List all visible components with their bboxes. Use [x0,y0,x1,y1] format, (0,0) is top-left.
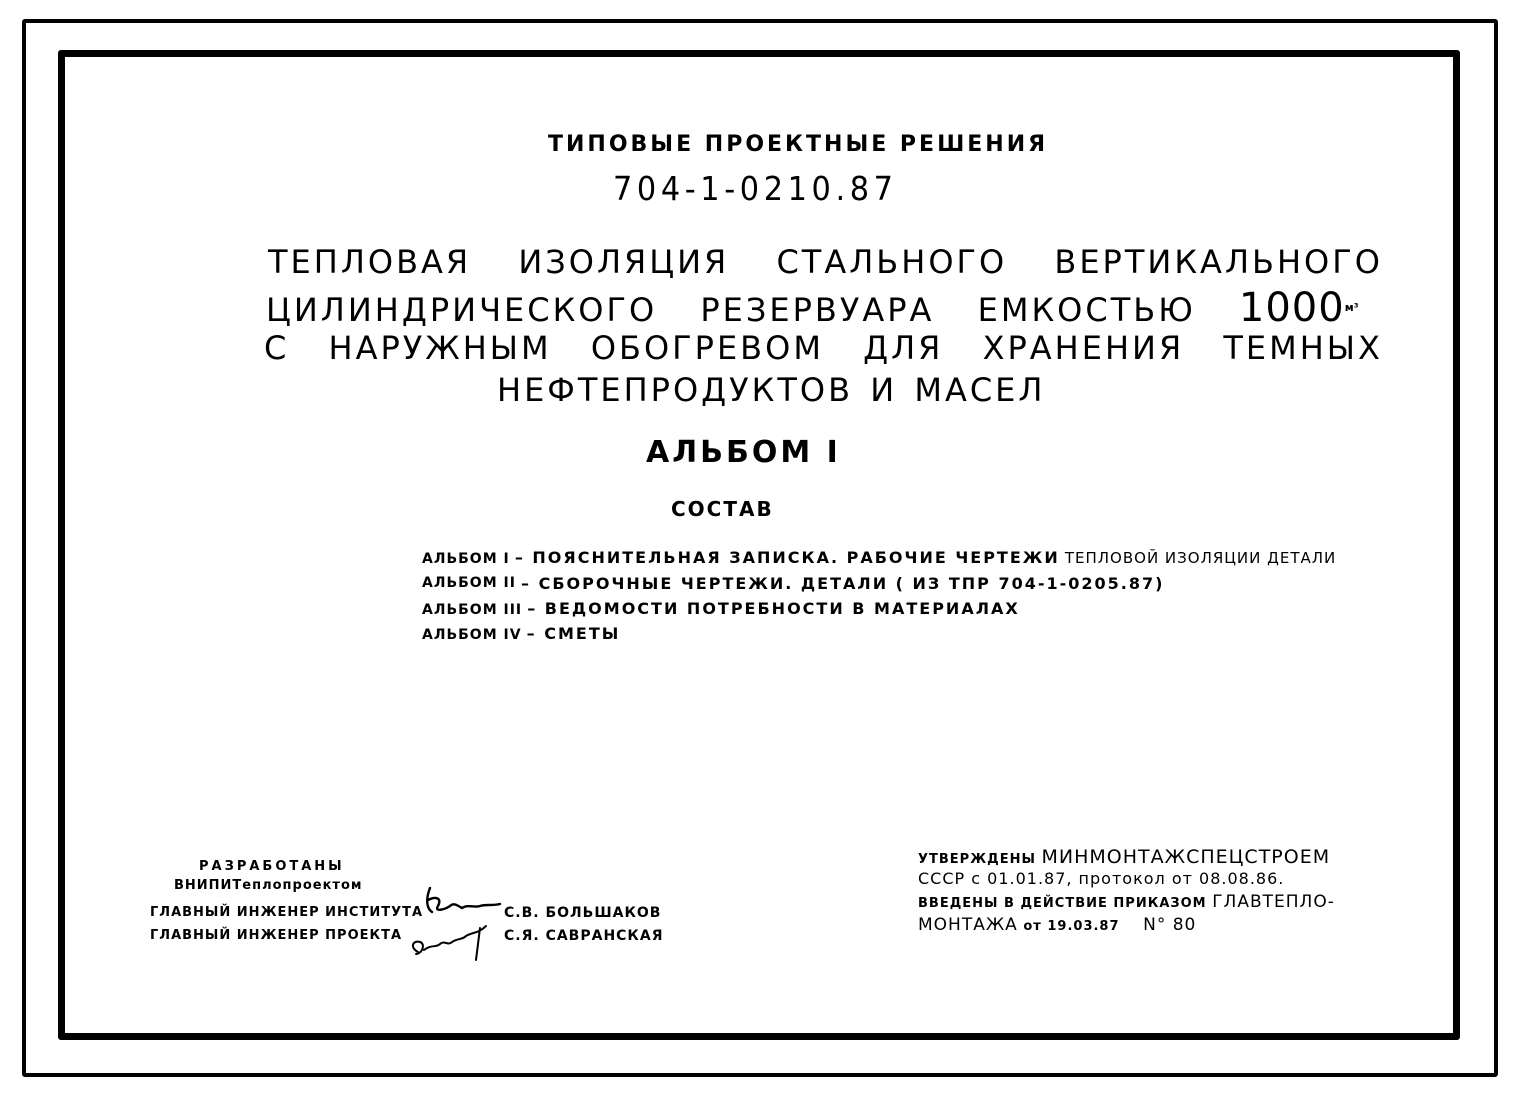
approval-line-2 [918,869,1335,892]
albums-list [422,548,1336,644]
enacted-number: N° 80 [1143,915,1197,935]
project-code: 704-1-0210.87 [613,169,898,208]
chief-engineer-institute-name: С.В. БОЛЬШАКОВ [504,905,662,921]
approved-label: УТВЕРЖДЕНЫ [918,852,1036,867]
tank-volume: 1000 [1238,285,1345,331]
approval-line-3 [918,892,1335,915]
album-description: – ПОЯСНИТЕЛЬНАЯ ЗАПИСКА. РАБОЧИЕ ЧЕРТЕЖИ [514,548,1060,567]
album-item-4 [422,624,1336,648]
album-item-1 [422,548,1336,572]
album-label: АЛЬБОМ III [422,602,523,618]
approval-line-4 [918,915,1335,938]
enacted-by-part1: ГЛАВТЕПЛО- [1212,892,1335,912]
album-description: – ВЕДОМОСТИ ПОТРЕБНОСТИ В МАТЕРИАЛАХ [527,599,1020,618]
enacted-date: от 19.03.87 [1023,919,1120,934]
tank-volume-unit: м³ [1344,301,1359,314]
series-heading: ТИПОВЫЕ ПРОЕКТНЫЕ РЕШЕНИЯ [548,132,1049,157]
album-description-extra: ТЕПЛОВОЙ ИЗОЛЯЦИИ ДЕТАЛИ [1064,549,1337,567]
title-line-4: НЕФТЕПРОДУКТОВ И МАСЕЛ [497,371,1046,409]
album-item-2 [422,572,1336,596]
contents-heading: СОСТАВ [671,497,774,521]
album-label: АЛЬБОМ IV [422,627,522,643]
album-item-3 [422,599,1336,623]
chief-engineer-institute-label: ГЛАВНЫЙ ИНЖЕНЕР ИНСТИТУТА [150,905,424,920]
developer-organization: ВНИПИТеплопроектом [174,878,363,893]
signature-savranskaya [406,918,490,964]
chief-engineer-project-label: ГЛАВНЫЙ ИНЖЕНЕР ПРОЕКТА [150,928,403,943]
title-line-2 [266,285,1359,331]
album-description: – СБОРОЧНЫЕ ЧЕРТЕЖИ. ДЕТАЛИ ( ИЗ ТПР 704-1-0205.87) [521,574,1165,593]
album-label: АЛЬБОМ II [422,575,516,591]
approval-block [918,846,1335,938]
album-title: АЛЬБОМ I [646,435,841,470]
title-line-1: ТЕПЛОВАЯ ИЗОЛЯЦИЯ СТАЛЬНОГО ВЕРТИКАЛЬНОГО [268,243,1383,281]
approval-line-1 [918,846,1335,869]
enacted-label: ВВЕДЕНЫ В ДЕЙСТВИЕ ПРИКАЗОМ [918,896,1207,911]
approval-date-protocol: СССР с 01.01.87, протокол от 08.08.86. [918,869,1285,888]
album-label: АЛЬБОМ I [422,551,510,567]
title-line-3: С НАРУЖНЫМ ОБОГРЕВОМ ДЛЯ ХРАНЕНИЯ ТЕМНЫХ [264,329,1383,367]
chief-engineer-project-name: С.Я. САВРАНСКАЯ [504,928,664,944]
signature-bolshakov [422,884,504,918]
enacted-by-part2: МОНТАЖА [918,915,1018,935]
album-description: – СМЕТЫ [526,624,621,643]
title-line-2-text: ЦИЛИНДРИЧЕСКОГО РЕЗЕРВУАРА ЕМКОСТЬЮ [266,291,1196,329]
approved-by: МИНМОНТАЖСПЕЦСТРОЕМ [1041,846,1331,868]
developed-by-label: РАЗРАБОТАНЫ [199,859,345,874]
